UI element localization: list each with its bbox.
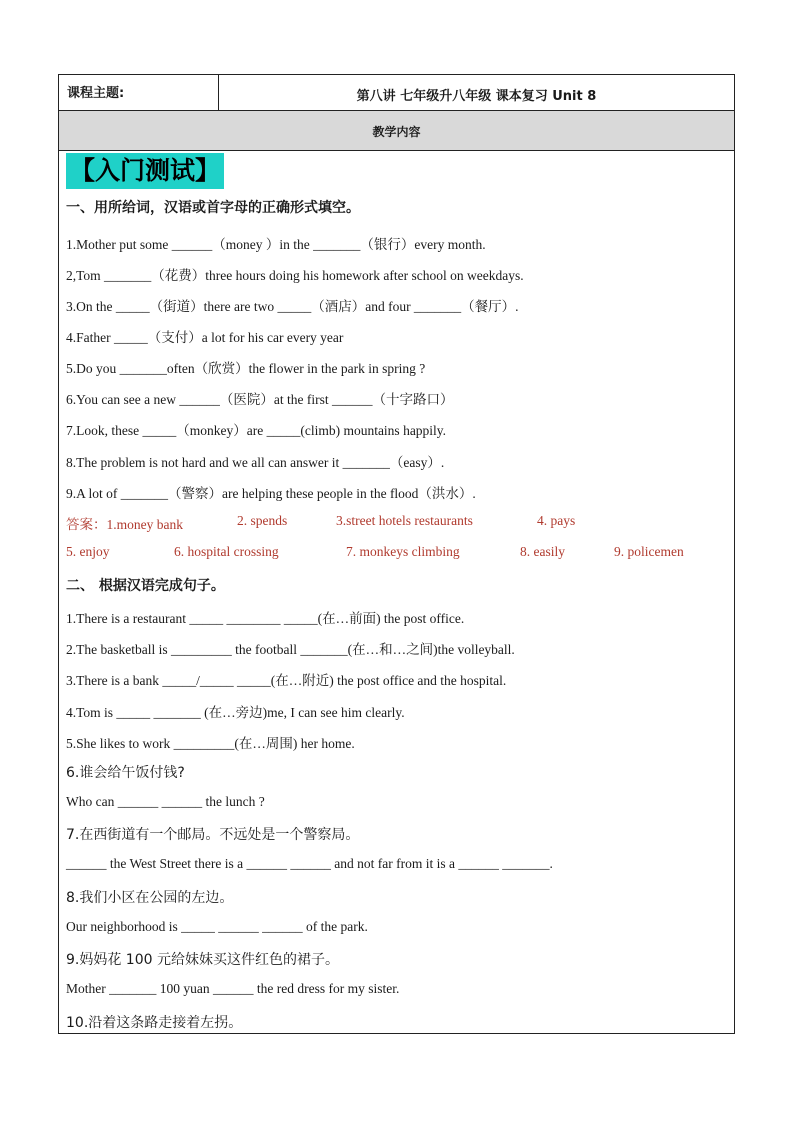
exercise-item: ______ the West Street there is a ______ ______ and not far from it is a ______ _______. [66,856,553,871]
exercise-item: 5.She likes to work _________(在…周围) her home. [66,736,355,751]
entry-test-banner: 【入门测试】 [66,153,224,189]
answer-item: 答案：1.money bank [66,517,183,532]
answer-item: 6. hospital crossing [174,544,279,559]
exercise-item: Who can ______ ______ the lunch ? [66,794,265,809]
exercise-item: Our neighborhood is _____ ______ ______ of the park. [66,919,368,934]
answer-item: 4. pays [537,513,576,528]
exercise-item: 2,Tom _______（花费）three hours doing his homework after school on weekdays. [66,268,524,283]
chinese-prompt: 9.妈妈花 100 元给妹妹买这件红色的裙子。 [66,952,339,968]
answer-row-2 [66,544,726,564]
chinese-prompt: 8.我们小区在公园的左边。 [66,890,234,906]
answer-item: 9. policemen [614,544,684,559]
exercise-item: 8.The problem is not hard and we all can answer it _______（easy）. [66,455,445,470]
lesson-table [58,74,735,1034]
teaching-content-header: 教学内容 [59,111,734,151]
answer-item: 2. spends [237,513,288,528]
exercise-item: 1.Mother put some ______（money ）in the _______（银行）every month. [66,237,486,252]
chinese-prompt: 7.在西街道有一个邮局。不远处是一个警察局。 [66,827,360,843]
exercise-item: 3.On the _____（街道）there are two _____（酒店）and four _______（餐厅）. [66,299,519,314]
exercise-item: 4.Father _____（支付）a lot for his car every year [66,330,344,345]
exercise-item: 5.Do you _______often（欣赏）the flower in the park in spring ? [66,361,426,376]
topic-label: 课程主题: [59,75,219,110]
exercise-item: Mother _______ 100 yuan ______ the red dress for my sister. [66,981,400,996]
exercise-item: 2.The basketball is _________ the football _______(在…和…之间)the volleyball. [66,642,515,657]
exercise-item: 3.There is a bank _____/_____ _____(在…附近) the post office and the hospital. [66,673,507,688]
answer-item: 5. enjoy [66,544,110,559]
topic-row [59,75,734,111]
answer-item: 8. easily [520,544,565,559]
answer-item: 7. monkeys climbing [346,544,460,559]
answer-row-1 [66,513,726,533]
answer-item: 3.street hotels restaurants [336,513,473,528]
exercise-item: 4.Tom is _____ _______ (在…旁边)me, I can see him clearly. [66,705,405,720]
topic-value: 第八讲 七年级升八年级 课本复习 Unit 8 [356,89,597,104]
exercise-item: 1.There is a restaurant _____ ________ _____(在…前面) the post office. [66,611,465,626]
exercise-item: 6.You can see a new ______（医院）at the first ______（十字路口） [66,392,454,407]
chinese-prompt: 6.谁会给午饭付钱? [66,765,185,781]
exercise-item: 7.Look, these _____（monkey）are _____(climb) mountains happily. [66,423,447,438]
exercise-item: 9.A lot of _______（警察）are helping these people in the flood（洪水）. [66,486,476,501]
chinese-prompt: 10.沿着这条路走接着左拐。 [66,1015,243,1031]
section1-title: 一、用所给词，汉语或首字母的正确形式填空。 [66,200,360,216]
section2-title: 二、 根据汉语完成句子。 [66,578,225,594]
